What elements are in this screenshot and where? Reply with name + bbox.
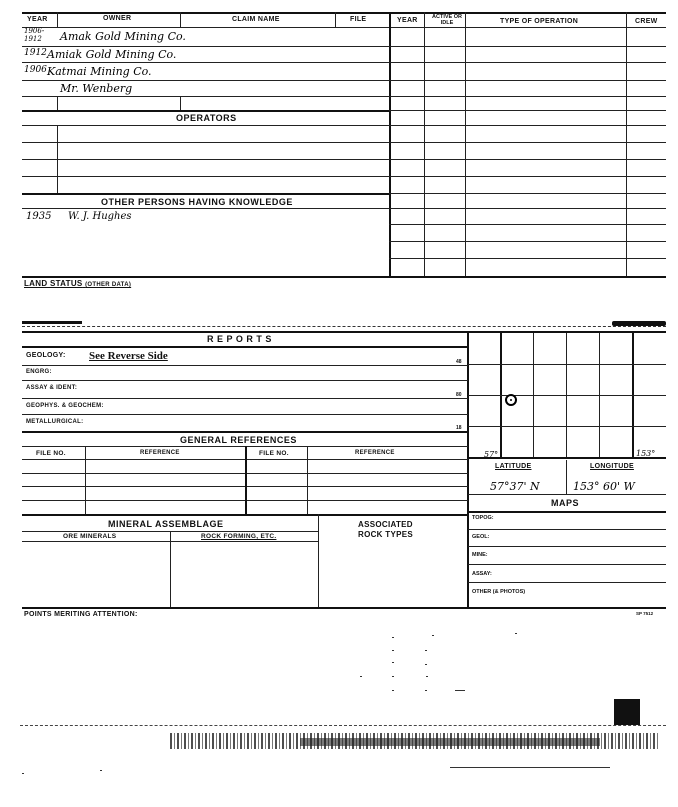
maps-topog: TOPOG: (472, 515, 494, 521)
geophys-label: GEOPHYS. & GEOCHEM: (26, 403, 104, 409)
land-status-text: LAND STATUS (24, 279, 83, 288)
corner-mark (614, 699, 640, 725)
col-year: YEAR (27, 16, 48, 23)
lat-tick: 57° (484, 450, 499, 459)
maps-geol: GEOL: (472, 534, 490, 540)
maps-other: OTHER (& PHOTOS) (472, 589, 526, 595)
owner-year-1: 1906-1912 (24, 27, 45, 43)
ore-minerals-label: ORE MINERALS (63, 533, 117, 540)
col-type-of-operation: TYPE OF OPERATION (500, 18, 579, 25)
col-crew: CREW (635, 18, 658, 25)
ref-col-reference: REFERENCE (140, 450, 180, 456)
latitude-value: 57°37' N (490, 480, 540, 493)
col-active-or-idle: ACTIVE OR IDLE (432, 14, 462, 26)
points-meriting-attention: POINTS MERITING ATTENTION: (24, 611, 138, 618)
assay-label: ASSAY & IDENT: (26, 385, 78, 391)
col-file: FILE (350, 16, 367, 23)
longitude-value: 153° 60' W (573, 480, 635, 493)
owner-name-4: Mr. Wenberg (60, 82, 133, 95)
owner-name-1: Amak Gold Mining Co. (60, 30, 186, 43)
metallurgical-num: 18 (456, 425, 462, 431)
associated-label: ASSOCIATED (358, 520, 413, 529)
land-status-label (24, 279, 131, 288)
col-owner: OWNER (103, 15, 132, 22)
geology-value: See Reverse Side (89, 350, 168, 362)
maps-title: MAPS (551, 498, 580, 508)
form-code: SP 7512 (636, 611, 654, 616)
geology-num: 48 (456, 359, 462, 365)
col-year-2: YEAR (397, 17, 418, 24)
owner-year-2: 1912 (24, 48, 47, 58)
geology-label: GEOLOGY: (26, 352, 66, 359)
lon-tick: 153° (636, 449, 656, 458)
other-persons-label: OTHER PERSONS HAVING KNOWLEDGE (101, 197, 293, 207)
rock-forming-label: ROCK FORMING, ETC. (201, 533, 277, 540)
land-status-sub: (OTHER DATA) (85, 282, 132, 288)
reports-title: R E P O R T S (207, 334, 272, 344)
maps-mine: MINE: (472, 552, 488, 558)
longitude-label: LONGITUDE (590, 463, 634, 470)
other-person-year: 1935 (26, 211, 52, 222)
ref-col-file-no: FILE NO. (36, 450, 66, 457)
latitude-label: LATITUDE (495, 463, 532, 470)
owner-name-2: Amiak Gold Mining Co. (47, 48, 177, 61)
operators-label: OPERATORS (176, 113, 237, 123)
assay-num: 80 (456, 392, 462, 398)
metallurgical-label: METALLURGICAL: (26, 419, 84, 425)
other-person-name: W. J. Hughes (68, 211, 132, 222)
location-marker-icon (505, 394, 517, 406)
ref-col-file-no-2: FILE NO. (259, 450, 289, 457)
mineral-assemblage-title: MINERAL ASSEMBLAGE (108, 519, 224, 529)
engrg-label: ENGRG: (26, 369, 52, 375)
owner-name-3: Katmai Mining Co. (47, 65, 152, 78)
maps-assay: ASSAY: (472, 571, 492, 577)
rock-types-label: ROCK TYPES (358, 530, 414, 539)
ref-col-reference-2: REFERENCE (355, 450, 395, 456)
general-references-title: GENERAL REFERENCES (180, 435, 297, 445)
col-claim-name: CLAIM NAME (232, 16, 280, 23)
owner-year-3: 1906 (24, 65, 47, 75)
